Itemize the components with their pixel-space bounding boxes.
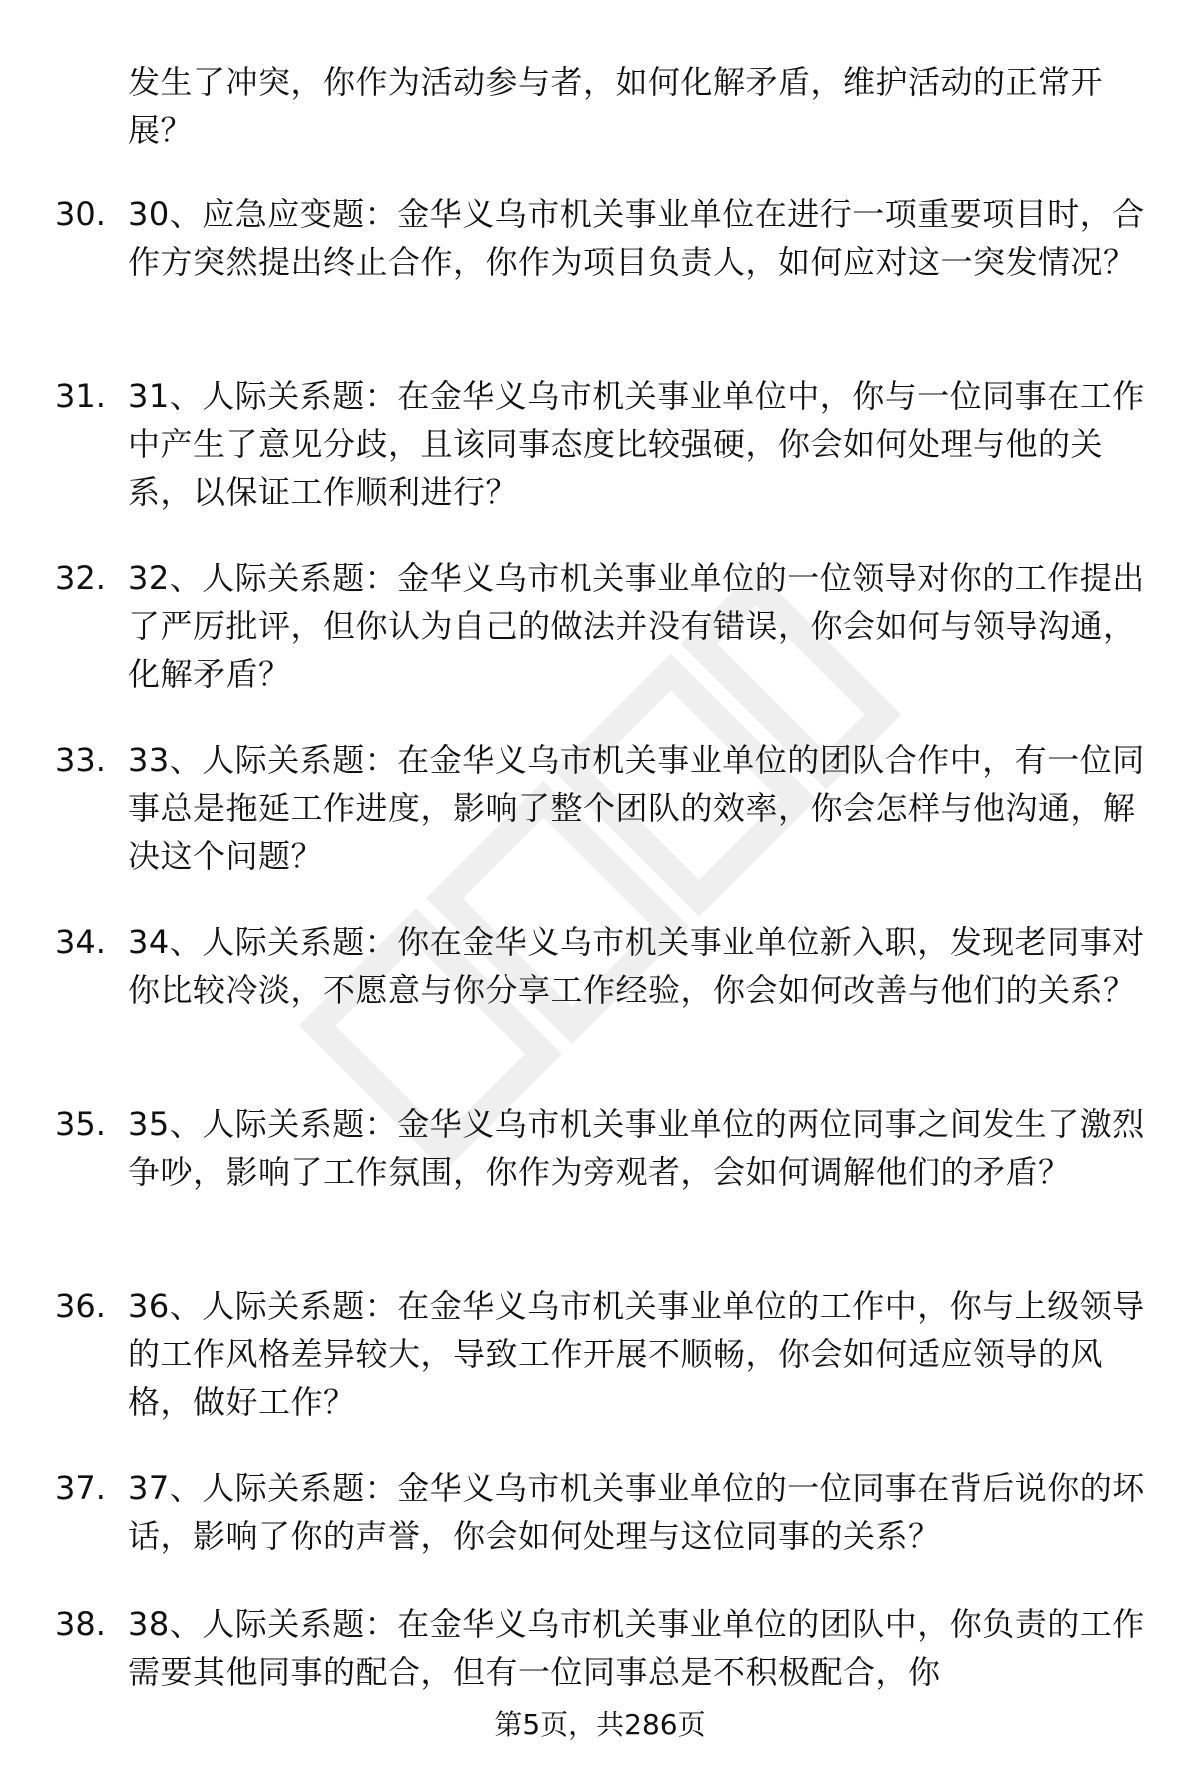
list-item — [0, 554, 1200, 736]
list-item — [0, 1100, 1200, 1282]
list-item — [0, 1464, 1200, 1600]
list-item — [0, 918, 1200, 1100]
question-number: 36. — [55, 1287, 106, 1325]
page-footer: 第5页，共286页 — [494, 1708, 706, 1741]
question-number: 34. — [55, 923, 106, 961]
list-item — [0, 736, 1200, 918]
question-number: 33. — [55, 741, 106, 779]
list-item — [0, 190, 1200, 372]
question-text: 36、人际关系题：在金华义乌市机关事业单位的工作中，你与上级领导的工作风格差异较大，导致工作开展不顺畅，你会如何适应领导的风格，做好工作？ — [128, 1287, 1145, 1421]
list-item — [0, 372, 1200, 554]
question-text: 34、人际关系题：你在金华义乌市机关事业单位新入职，发现老同事对你比较冷淡，不愿意与你分享工作经验，你会如何改善与他们的关系？ — [128, 923, 1145, 1009]
continuation-paragraph: 发生了冲突，你作为活动参与者，如何化解矛盾，维护活动的正常开展？ — [128, 63, 1104, 149]
question-number: 32. — [55, 559, 106, 597]
question-number: 37. — [55, 1469, 106, 1507]
question-text: 38、人际关系题：在金华义乌市机关事业单位的团队中，你负责的工作需要其他同事的配合，但有一位同事总是不积极配合，你 — [128, 1605, 1145, 1691]
question-number: 31. — [55, 377, 106, 415]
question-text: 31、人际关系题：在金华义乌市机关事业单位中，你与一位同事在工作中产生了意见分歧，且该同事态度比较强硬，你会如何处理与他的关系，以保证工作顺利进行？ — [128, 377, 1145, 511]
question-text: 37、人际关系题：金华义乌市机关事业单位的一位同事在背后说你的坏话，影响了你的声誉，你会如何处理与这位同事的关系？ — [128, 1469, 1145, 1555]
question-number: 38. — [55, 1605, 106, 1643]
question-text: 33、人际关系题：在金华义乌市机关事业单位的团队合作中，有一位同事总是拖延工作进度，影响了整个团队的效率，你会怎样与他沟通，解决这个问题？ — [128, 741, 1145, 875]
question-number: 30. — [55, 195, 106, 233]
list-item — [0, 1282, 1200, 1464]
question-text: 35、人际关系题：金华义乌市机关事业单位的两位同事之间发生了激烈争吵，影响了工作氛围，你作为旁观者，会如何调解他们的矛盾？ — [128, 1105, 1145, 1191]
question-list — [0, 190, 1200, 1782]
question-text: 32、人际关系题：金华义乌市机关事业单位的一位领导对你的工作提出了严厉批评，但你认为自己的做法并没有错误，你会如何与领导沟通，化解矛盾？ — [128, 559, 1145, 693]
question-number: 35. — [55, 1105, 106, 1143]
question-text: 30、应急应变题：金华义乌市机关事业单位在进行一项重要项目时，合作方突然提出终止合作，你作为项目负责人，如何应对这一突发情况？ — [128, 195, 1145, 281]
